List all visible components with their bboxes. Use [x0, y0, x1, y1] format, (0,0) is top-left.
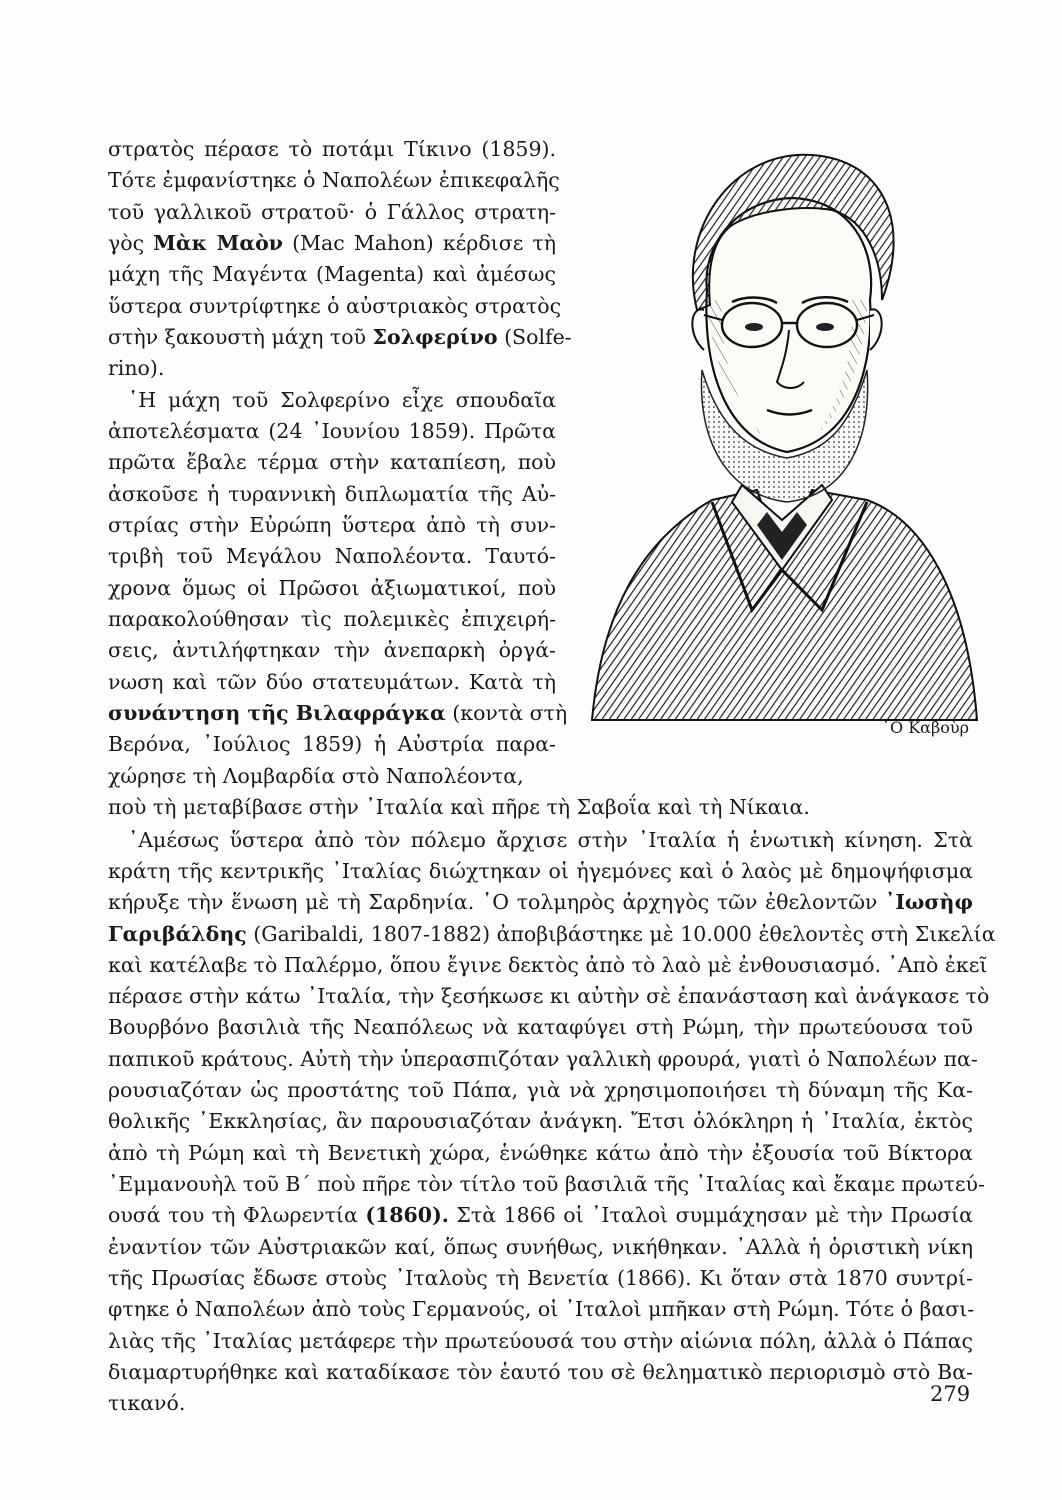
text-run: rino). [108, 356, 165, 380]
text-line [108, 1327, 973, 1355]
text-line [108, 1264, 973, 1292]
text-run: καὶ κατέλαβε τὸ Παλέρμο, ὅπου ἔγινε δεκτὸς ἀπὸ τὸ λαὸ μὲ ἐνθουσιασμό. ᾿Απὸ ἐκεῖ [108, 953, 988, 977]
text-run: πέρασε στὴν κάτω ᾿Ιταλία, τὴν ξεσήκωσε κι αὐτὴν σὲ ἐπανάσταση καὶ ἀνάγκασε τὸ [108, 984, 990, 1008]
bold-term: συνάντηση τῆς Βιλαφράγκα [108, 701, 446, 725]
text-run: κράτη τῆς κεντρικῆς ᾿Ιταλίας διώχτηκαν οἱ ἡγεμόνες καὶ ὁ λαὸς μὲ δημοψήφισμα [108, 859, 973, 883]
text-run: τοῦ γαλλικοῦ στρατοῦ· ὁ Γάλλος στρατη- [108, 200, 556, 224]
text-run: Τότε ἐμφανίστηκε ὁ Ναπολέων ἐπικεφαλῆς [108, 168, 560, 192]
text-run: ᾿Εμμανουὴλ τοῦ Β´ ποὺ πῆρε τὸν τίτλο τοῦ βασιλιᾶ τῆς ᾿Ιταλίας καὶ ἔκαμε πρωτεύ- [108, 1172, 985, 1196]
text-line [108, 1358, 973, 1386]
text-line [108, 1295, 973, 1323]
text-run: Στὰ 1866 οἱ ᾿Ιταλοὶ συμμάχησαν μὲ τὴν Πρωσία [448, 1203, 973, 1227]
text-run: σεις, ἀντιλήφτηκαν τὴν ἀνεπαρκὴ ὀργά- [108, 638, 556, 662]
text-line [108, 1013, 973, 1041]
text-line [108, 323, 572, 351]
text-run: ουσά του τὴ Φλωρεντία [108, 1203, 366, 1227]
text-run: κήρυξε τὴν ἕνωση μὲ τὴ Σαρδηνία. ῾Ο τολμηρὸς ἀρχηγὸς τῶν ἐθελοντῶν [108, 890, 886, 914]
text-run: φτηκε ὁ Ναπολέων ἀπὸ τοὺς Γερμανούς, οἱ ᾿Ιταλοὶ μπῆκαν στὴ Ρώμη. Τότε ὁ βασι- [108, 1297, 975, 1321]
text-run: ᾿Αμέσως ὕστερα ἀπὸ τὸν πόλεμο ἄρχισε στὴν ᾿Ιταλία ἡ ἑνωτικὴ κίνηση. Στὰ [128, 828, 973, 852]
text-run: ὕστερα συντρίφτηκε ὁ αὐστριακὸς στρατὸς [108, 294, 562, 318]
text-line [128, 826, 973, 854]
text-run: ῾Η μάχη τοῦ Σολφερίνο εἶχε σπουδαῖα [128, 388, 556, 412]
text-run: θολικῆς ᾿Εκκλησίας, ἂν παρουσιαζόταν ἀνάγκη. Ἔτσι ὁλόκληρη ἡ ᾿Ιταλία, ἐκτὸς [108, 1109, 973, 1133]
bold-term: Γαριβάλδης [108, 922, 247, 946]
bold-term: Μὰκ Μαὸν [153, 231, 284, 255]
text-line [108, 542, 556, 570]
bold-term: (1860). [365, 1203, 449, 1227]
text-line [108, 229, 556, 257]
text-line [108, 951, 988, 979]
text-run: ἐναντίον τῶν Αὐστριακῶν καί, ὅπως συνήθως, νικήθηκαν. ᾿Αλλὰ ἡ ὁριστικὴ νίκη [108, 1235, 973, 1259]
text-run: ἀποτελέσματα (24 ᾿Ιουνίου 1859). Πρῶτα [108, 419, 556, 443]
text-run: λιὰς τῆς ᾿Ιταλίας μετάφερε τὴν πρωτεύουσά του στὴν αἰώνια πόλη, ἀλλὰ ὁ Πάπας [108, 1329, 974, 1353]
text-line [108, 857, 973, 885]
bold-term: Σολφερίνο [372, 325, 498, 349]
text-run: ἀπὸ τὴ Ρώμη καὶ τὴ Βενετικὴ χώρα, ἑνώθηκε κάτω ἀπὸ τὴν ἐξουσία τοῦ Βίκτορα [108, 1141, 973, 1165]
text-line [108, 762, 556, 790]
text-line [108, 1139, 973, 1167]
text-run: τριβὴ τοῦ Μεγάλου Ναπολέοντα. Ταυτό- [108, 544, 556, 568]
text-line [108, 292, 562, 320]
text-run: Βουρβόνο βασιλιὰ τῆς Νεαπόλεως νὰ καταφύγει στὴ Ρώμη, τὴν πρωτεύουσα τοῦ [108, 1015, 973, 1039]
text-line [108, 1045, 978, 1073]
text-line [108, 354, 556, 382]
text-run: (Solfe- [497, 325, 572, 349]
text-run: διαμαρτυρήθηκε καὶ καταδίκασε τὸν ἑαυτό του σὲ θεληματικὸ περιορισμὸ στὸ Βα- [108, 1360, 973, 1384]
text-run: πρῶτα ἔβαλε τέρμα στὴν καταπίεση, ποὺ [108, 450, 556, 474]
text-run: χρονα ὅμως οἱ Πρῶσοι ἀξιωματικοί, ποὺ [108, 576, 556, 600]
text-run: Βερόνα, ᾿Ιούλιος 1859) ἡ Αὐστρία παρα- [108, 732, 556, 756]
text-run: στρατὸς πέρασε τὸ ποτάμι Τίκινο (1859). [108, 137, 556, 161]
text-run: (κοντὰ στὴ [445, 701, 568, 725]
text-run: ποὺ τὴ μεταβίβασε στὴν ᾿Ιταλία καὶ πῆρε τὴ Σαβοΐα καὶ τὴ Νίκαια. [108, 795, 810, 819]
text-line [108, 920, 996, 948]
text-run: (Garibaldi, 1807-1882) ἀποβιβάστηκε μὲ 10.000 ἐθελοντὲς στὴ Σικελία [246, 922, 996, 946]
text-line [108, 1170, 985, 1198]
text-run: στὴν ξακουστὴ μάχη τοῦ [108, 325, 373, 349]
text-line [108, 730, 556, 758]
text-line [108, 574, 556, 602]
text-run: παρακολούθησαν τὶς πολεμικὲς ἐπιχειρή- [108, 607, 556, 631]
text-line [108, 605, 556, 633]
text-run: γὸς [108, 231, 154, 255]
text-line [108, 982, 990, 1010]
text-line [108, 511, 556, 539]
text-line [108, 480, 556, 508]
text-line [108, 135, 556, 163]
text-line [108, 793, 973, 821]
text-run: στρίας στὴν Εὐρώπη ὕστερα ἀπὸ τὴ συν- [108, 513, 556, 537]
text-line [108, 668, 556, 696]
text-line [108, 888, 973, 916]
text-run: (Mac Mahon) κέρδισε τὴ [283, 231, 556, 255]
text-run: νωση καὶ τῶν δύο στατευμάτων. Κατὰ τὴ [108, 670, 556, 694]
text-line [108, 260, 556, 288]
text-run: τικανό. [108, 1391, 186, 1415]
text-run: χώρησε τὴ Λομβαρδία στὸ Ναπολέοντα, [108, 764, 524, 788]
text-line [108, 1233, 973, 1261]
page-number: 279 [930, 1382, 971, 1406]
text-run: ρουσιαζόταν ὡς προστάτης τοῦ Πάπα, γιὰ νὰ χρησιμοποιήσει τὴ δύναμη τῆς Κα- [108, 1078, 973, 1102]
text-run: ἀσκοῦσε ἡ τυραννικὴ διπλωματία τῆς Αὐ- [108, 482, 556, 506]
text-line [128, 386, 556, 414]
text-line [108, 636, 556, 664]
text-line [108, 198, 556, 226]
text-line [108, 699, 568, 727]
text-line [108, 1201, 973, 1229]
text-line [108, 448, 556, 476]
portrait-engraving [582, 140, 982, 730]
text-line [108, 1389, 973, 1417]
text-line [108, 1107, 973, 1135]
text-run: παπικοῦ κράτους. Αὐτὴ τὴν ὑπερασπιζόταν γαλλικὴ φρουρά, γιατὶ ὁ Ναπολέων πα- [108, 1047, 978, 1071]
text-line [108, 166, 560, 194]
text-line [108, 417, 556, 445]
text-line [108, 1076, 973, 1104]
text-run: τῆς Πρωσίας ἔδωσε στοὺς ᾿Ιταλοὺς τὴ Βενετία (1866). Κι ὅταν στὰ 1870 συντρί- [108, 1266, 973, 1290]
figure-caption: ῾Ο Καβοὺρ [882, 718, 969, 737]
bold-term: ᾿Ιωσὴφ [885, 890, 973, 914]
text-run: μάχη τῆς Μαγέντα (Magenta) καὶ ἀμέσως [108, 262, 556, 286]
